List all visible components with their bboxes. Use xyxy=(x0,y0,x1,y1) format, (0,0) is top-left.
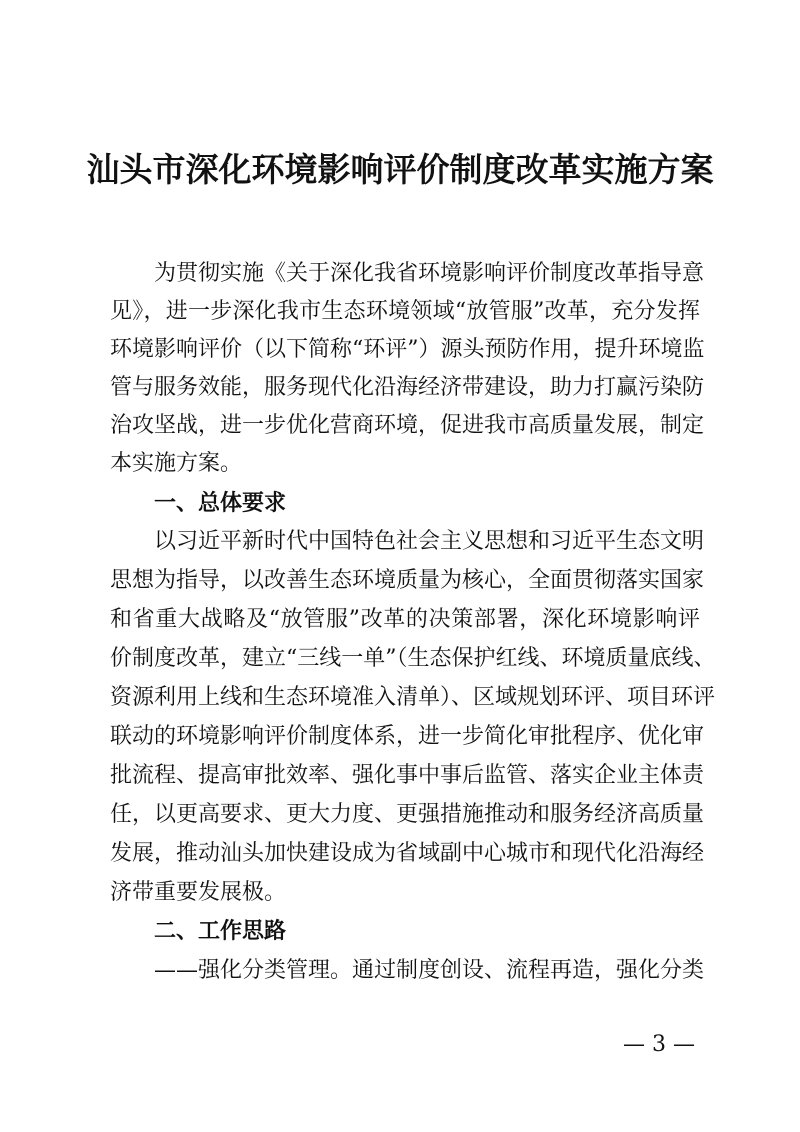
section1-line-8: 任，以更高要求、更大力度、更强措施推动和服务经济高质量 xyxy=(110,802,705,827)
section1-line-2: 思想为指导，以改善生态环境质量为核心，全面贯彻落实国家 xyxy=(110,568,705,593)
page-number: — 3 — xyxy=(623,1032,695,1057)
section1-line-4: 价制度改革，建立“三线一单”（生态保护红线、环境质量底线、 xyxy=(110,646,716,671)
intro-line-2: 见》，进一步深化我市生态环境领域“放管服”改革，充分发挥 xyxy=(110,299,700,324)
section-heading-work-approach: 二、工作思路 xyxy=(154,919,287,944)
intro-line-4: 管与服务效能，服务现代化沿海经济带建设，助力打赢污染防 xyxy=(110,375,705,400)
intro-line-1: 为贯彻实施《关于深化我省环境影响评价制度改革指导意 xyxy=(154,261,705,286)
section1-line-7: 批流程、提高审批效率、强化事中事后监管、落实企业主体责 xyxy=(110,763,705,788)
intro-line-6: 本实施方案。 xyxy=(110,451,243,476)
section1-line-10: 济带重要发展极。 xyxy=(110,880,287,905)
intro-line-3: 环境影响评价（以下简称“环评”）源头预防作用，提升环境监 xyxy=(110,337,705,362)
document-title: 汕头市深化环境影响评价制度改革实施方案 xyxy=(86,150,714,189)
section1-line-1: 以习近平新时代中国特色社会主义思想和习近平生态文明 xyxy=(154,529,705,554)
section1-line-3: 和省重大战略及“放管服”改革的决策部署，深化环境影响评 xyxy=(110,607,700,632)
intro-line-5: 治攻坚战，进一步优化营商环境，促进我市高质量发展，制定 xyxy=(110,413,705,438)
section2-line-1: ——强化分类管理。通过制度创设、流程再造，强化分类 xyxy=(154,958,705,983)
section1-line-5: 资源利用上线和生态环境准入清单）、区域规划环评、项目环评 xyxy=(110,685,716,710)
section1-line-9: 发展，推动汕头加快建设成为省域副中心城市和现代化沿海经 xyxy=(110,841,705,866)
section1-line-6: 联动的环境影响评价制度体系，进一步简化审批程序、优化审 xyxy=(110,724,705,749)
section-heading-overall-requirements: 一、总体要求 xyxy=(154,491,287,516)
